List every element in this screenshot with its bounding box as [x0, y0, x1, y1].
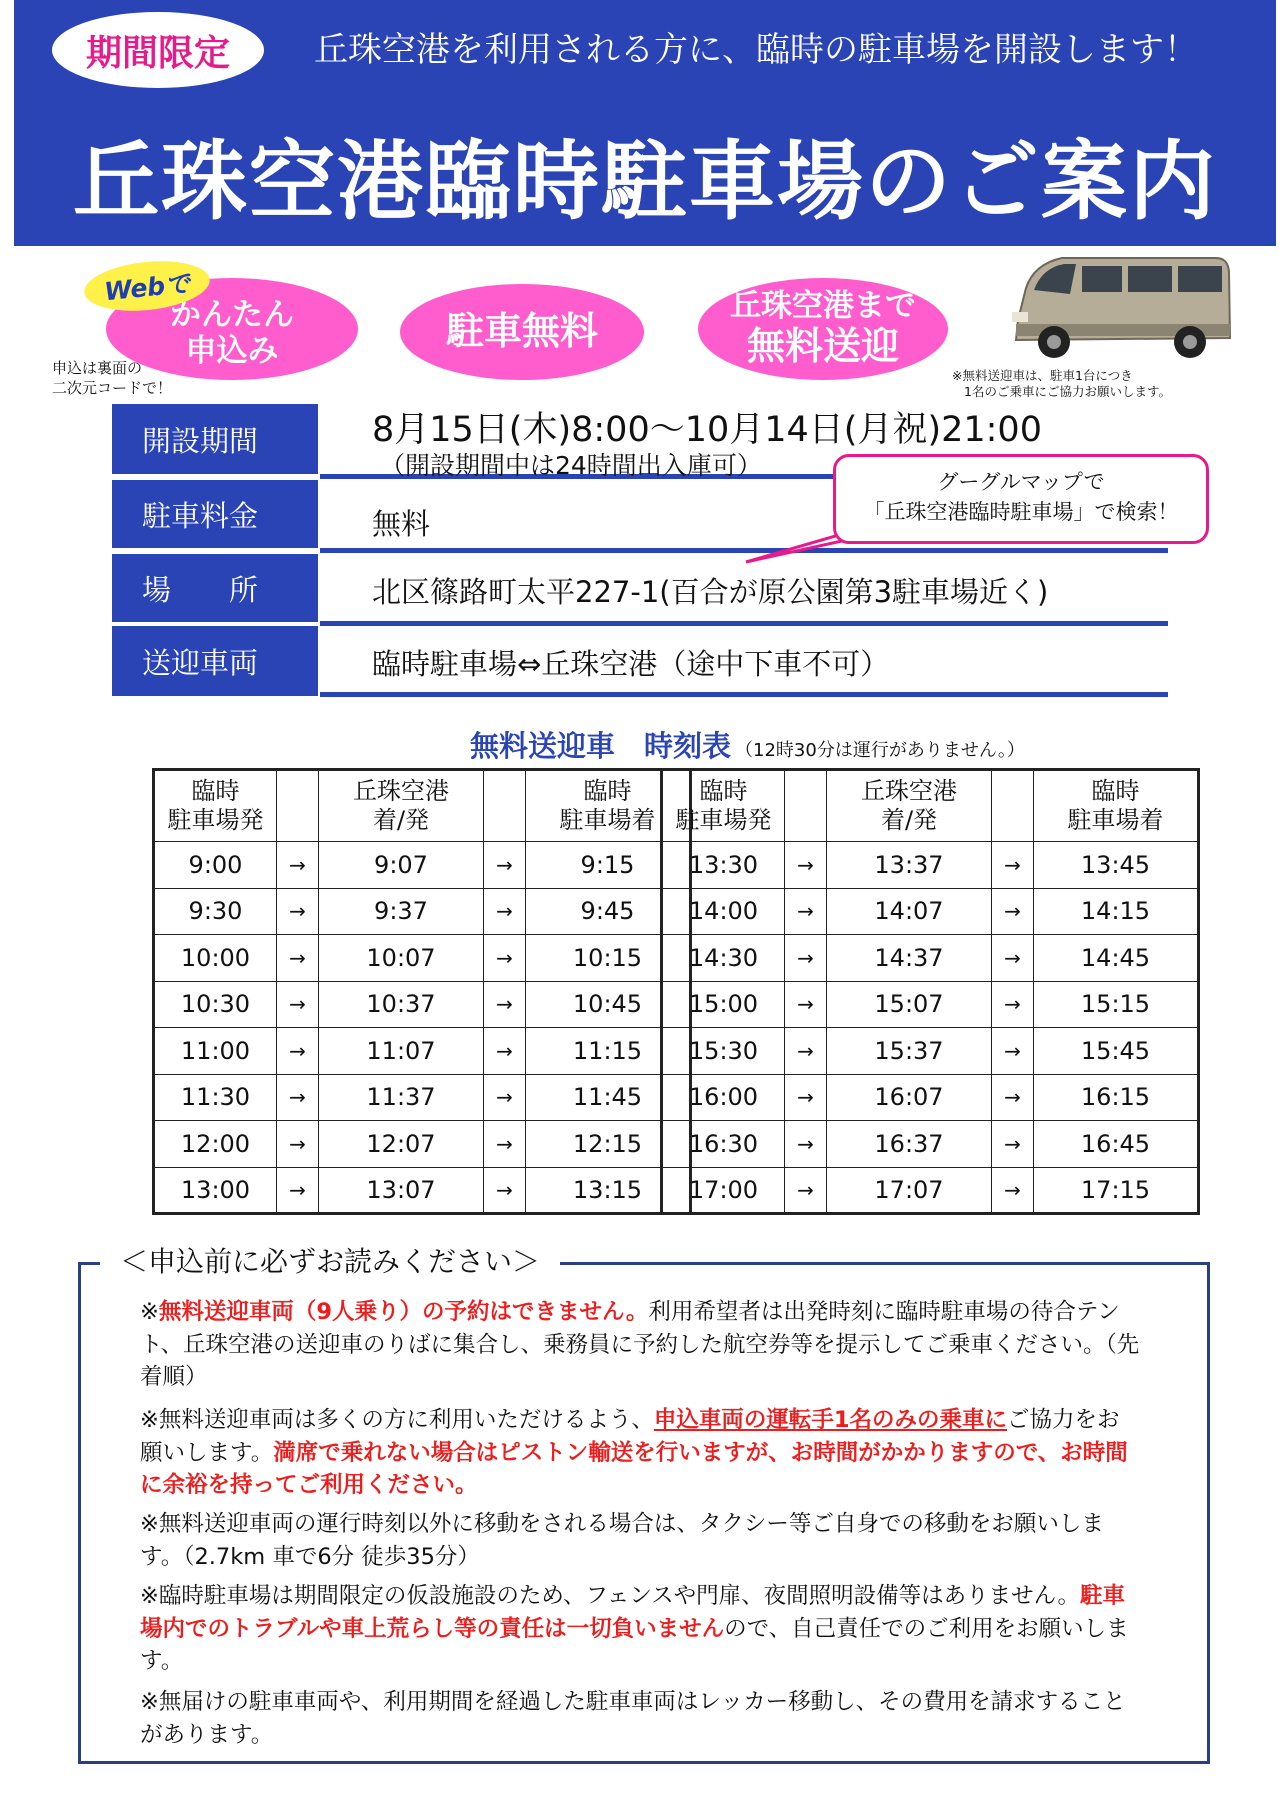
- arrow-icon: →: [484, 1028, 526, 1075]
- parking-depart-time: 13:00: [154, 1167, 277, 1214]
- header-banner: [14, 0, 1276, 246]
- arrow-icon: →: [785, 935, 827, 982]
- table-row: [154, 1074, 691, 1121]
- arrow-icon: →: [277, 842, 319, 889]
- web-apply-line2: 申込み: [185, 333, 279, 369]
- parking-arrive-time: 15:45: [1034, 1028, 1199, 1075]
- timetable-heading: 無料送迎車 時刻表: [470, 729, 732, 763]
- parking-depart-time: 14:30: [662, 935, 785, 982]
- col-parking-depart: 臨時 駐車場発: [662, 770, 785, 842]
- parking-arrive-time: 10:15: [526, 935, 691, 982]
- free-parking-pill: [400, 284, 644, 380]
- parking-depart-time: 9:00: [154, 842, 277, 889]
- location-value: 北区篠路町太平227-1(百合が原公園第3駐車場近く): [372, 575, 1049, 609]
- table-row: [662, 981, 1199, 1028]
- col-parking-arrive: 臨時 駐車場着: [526, 770, 691, 842]
- arrow-icon: →: [992, 888, 1034, 935]
- parking-depart-time: 11:00: [154, 1028, 277, 1075]
- airport-time: 9:37: [319, 888, 484, 935]
- col-airport: 丘珠空港 着/発: [319, 770, 484, 842]
- table-row: [662, 1074, 1199, 1121]
- parking-arrive-time: 15:15: [1034, 981, 1199, 1028]
- arrow-icon: →: [277, 935, 319, 982]
- airport-time: 10:07: [319, 935, 484, 982]
- parking-arrive-time: 16:15: [1034, 1074, 1199, 1121]
- airport-time: 10:37: [319, 981, 484, 1028]
- parking-depart-time: 10:00: [154, 935, 277, 982]
- period-label: 開設期間: [112, 404, 318, 474]
- airport-time: 16:37: [827, 1121, 992, 1168]
- arrow-icon: →: [277, 1121, 319, 1168]
- note-other-transport: ※無料送迎車両の運行時刻以外に移動をされる場合は、タクシー等ご自身での移動をお願いします。（2.7km 車で6分 徒歩35分）: [140, 1511, 1104, 1570]
- airport-time: 15:07: [827, 981, 992, 1028]
- arrow-icon: →: [992, 981, 1034, 1028]
- apply-note-line1: 申込は裏面の: [52, 359, 143, 377]
- airport-time: 17:07: [827, 1167, 992, 1214]
- col-parking-depart: 臨時 駐車場発: [154, 770, 277, 842]
- arrow-icon: →: [992, 1028, 1034, 1075]
- parking-depart-time: 16:30: [662, 1121, 785, 1168]
- airport-time: 13:37: [827, 842, 992, 889]
- parking-depart-time: 9:30: [154, 888, 277, 935]
- fee-label: 駐車料金: [112, 480, 318, 548]
- note-reservation: ※無料送迎車両（9人乗り）の予約はできません。利用希望者は出発時刻に臨時駐車場の待合テント、丘珠空港の送迎車のりばに集合し、乗務員に予約した航空券等を提示してご乗車ください。（先着順）: [140, 1299, 1140, 1391]
- table-row: [154, 888, 691, 935]
- free-parking-label: 駐車無料: [445, 309, 598, 354]
- arrow-icon: →: [484, 842, 526, 889]
- limited-time-badge: [52, 12, 264, 88]
- fee-value: 無料: [372, 507, 431, 541]
- arrow-icon: →: [785, 1121, 827, 1168]
- table-row: [662, 935, 1199, 982]
- arrow-icon: →: [992, 935, 1034, 982]
- table-row: [662, 842, 1199, 889]
- vehicle-value: 臨時駐車場⇔丘珠空港（途中下車不可）: [372, 647, 890, 681]
- parking-arrive-time: 14:15: [1034, 888, 1199, 935]
- col-spacer: [484, 770, 526, 842]
- timetable-header-row: [154, 770, 691, 842]
- shuttle-note: [952, 368, 1171, 401]
- table-row: [154, 1121, 691, 1168]
- timetable-header-row: [662, 770, 1199, 842]
- col-spacer: [277, 770, 319, 842]
- callout-line1: グーグルマップで: [937, 470, 1105, 494]
- arrow-icon: →: [484, 981, 526, 1028]
- arrow-icon: →: [785, 1028, 827, 1075]
- timetable-note: （12時30分は運行がありません。）: [735, 740, 1025, 761]
- lead-text: 丘珠空港を利用される方に、臨時の駐車場を開設します！: [314, 30, 1198, 70]
- airport-time: 15:37: [827, 1028, 992, 1075]
- timetable-title: [470, 724, 1025, 765]
- table-row: [154, 1167, 691, 1214]
- table-row: [154, 842, 691, 889]
- parking-arrive-time: 9:15: [526, 842, 691, 889]
- arrow-icon: →: [992, 1121, 1034, 1168]
- shuttle-van-image: [1004, 250, 1236, 368]
- apply-note: [52, 358, 172, 399]
- location-label: 場 所: [112, 554, 318, 622]
- parking-arrive-time: 12:15: [526, 1121, 691, 1168]
- table-row: [154, 981, 691, 1028]
- note-liability: ※臨時駐車場は期間限定の仮設施設のため、フェンスや門扉、夜間照明設備等はありません。駐車場内でのトラブルや車上荒らし等の責任は一切負いませんので、自己責任でのご利用をお願いします。: [140, 1583, 1129, 1675]
- arrow-icon: →: [992, 842, 1034, 889]
- vehicle-label: 送迎車両: [112, 626, 318, 696]
- parking-depart-time: 16:00: [662, 1074, 785, 1121]
- arrow-icon: →: [992, 1167, 1034, 1214]
- arrow-icon: →: [484, 1121, 526, 1168]
- note-towing: ※無届けの駐車車両や、利用期間を経過した駐車車両はレッカー移動し、その費用を請求することがあります。: [140, 1689, 1126, 1748]
- timetable-afternoon: [660, 768, 1200, 1215]
- info-divider: [320, 692, 1168, 697]
- parking-arrive-time: 11:15: [526, 1028, 691, 1075]
- free-shuttle-pill: [698, 278, 948, 380]
- google-maps-callout: [833, 454, 1209, 544]
- arrow-icon: →: [484, 935, 526, 982]
- arrow-icon: →: [484, 1074, 526, 1121]
- col-spacer: [992, 770, 1034, 842]
- arrow-icon: →: [484, 888, 526, 935]
- table-row: [662, 1167, 1199, 1214]
- airport-time: 12:07: [319, 1121, 484, 1168]
- shuttle-line1: 丘珠空港まで: [730, 288, 916, 325]
- table-row: [154, 935, 691, 982]
- parking-arrive-time: 16:45: [1034, 1121, 1199, 1168]
- period-value: 8月15日(木)8:00～10月14日(月祝)21:00: [372, 410, 1042, 450]
- parking-depart-time: 11:30: [154, 1074, 277, 1121]
- arrow-icon: →: [785, 1167, 827, 1214]
- parking-arrive-time: 11:45: [526, 1074, 691, 1121]
- parking-depart-time: 14:00: [662, 888, 785, 935]
- airport-time: 11:07: [319, 1028, 484, 1075]
- arrow-icon: →: [277, 888, 319, 935]
- airport-time: 14:37: [827, 935, 992, 982]
- parking-arrive-time: 9:45: [526, 888, 691, 935]
- badge-label: 期間限定: [85, 32, 230, 74]
- web-tag: Webで: [82, 256, 212, 317]
- callout-line2: 「丘珠空港臨時駐車場」で検索！: [863, 500, 1179, 525]
- shuttle-note-line2: 1名のご乗車にご協力お願いします。: [964, 384, 1171, 400]
- airport-time: 16:07: [827, 1074, 992, 1121]
- parking-depart-time: 10:30: [154, 981, 277, 1028]
- arrow-icon: →: [484, 1167, 526, 1214]
- arrow-icon: →: [785, 981, 827, 1028]
- parking-arrive-time: 13:45: [1034, 842, 1199, 889]
- arrow-icon: →: [785, 842, 827, 889]
- airport-time: 13:07: [319, 1167, 484, 1214]
- arrow-icon: →: [277, 1028, 319, 1075]
- table-row: [154, 1028, 691, 1075]
- airport-time: 14:07: [827, 888, 992, 935]
- table-row: [662, 888, 1199, 935]
- shuttle-note-line1: ※無料送迎車は、駐車1台につき: [952, 368, 1133, 383]
- arrow-icon: →: [277, 1074, 319, 1121]
- arrow-icon: →: [992, 1074, 1034, 1121]
- note-one-driver: ※無料送迎車両は多くの方に利用いただけるよう、申込車両の運転手1名のみの乗車にご協力をお願いします。満席で乗れない場合はピストン輸送を行いますが、お時間がかかりますので、お時間に余裕を持ってご利用ください。: [140, 1407, 1128, 1499]
- col-spacer: [785, 770, 827, 842]
- arrow-icon: →: [277, 981, 319, 1028]
- period-subnote: （開設期間中は24時間出入庫可）: [380, 451, 762, 480]
- web-apply-line1: かんたん: [170, 297, 294, 334]
- col-airport: 丘珠空港 着/発: [827, 770, 992, 842]
- apply-note-line2: 二次元コードで！: [52, 379, 173, 398]
- arrow-icon: →: [785, 888, 827, 935]
- airport-time: 9:07: [319, 842, 484, 889]
- col-parking-arrive: 臨時 駐車場着: [1034, 770, 1199, 842]
- parking-arrive-time: 10:45: [526, 981, 691, 1028]
- parking-depart-time: 13:30: [662, 842, 785, 889]
- airport-time: 11:37: [319, 1074, 484, 1121]
- parking-arrive-time: 13:15: [526, 1167, 691, 1214]
- shuttle-line2: 無料送迎: [746, 323, 899, 368]
- arrow-icon: →: [277, 1167, 319, 1214]
- table-row: [662, 1028, 1199, 1075]
- arrow-icon: →: [785, 1074, 827, 1121]
- info-divider: [320, 621, 1168, 626]
- timetable-morning: [152, 768, 692, 1215]
- page-title: 丘珠空港臨時駐車場のご案内: [73, 132, 1217, 232]
- parking-depart-time: 15:30: [662, 1028, 785, 1075]
- parking-depart-time: 12:00: [154, 1121, 277, 1168]
- parking-arrive-time: 17:15: [1034, 1167, 1199, 1214]
- parking-depart-time: 17:00: [662, 1167, 785, 1214]
- parking-arrive-time: 14:45: [1034, 935, 1199, 982]
- notes-heading: ＜申込前に必ずお読みください＞: [100, 1240, 560, 1280]
- parking-depart-time: 15:00: [662, 981, 785, 1028]
- table-row: [662, 1121, 1199, 1168]
